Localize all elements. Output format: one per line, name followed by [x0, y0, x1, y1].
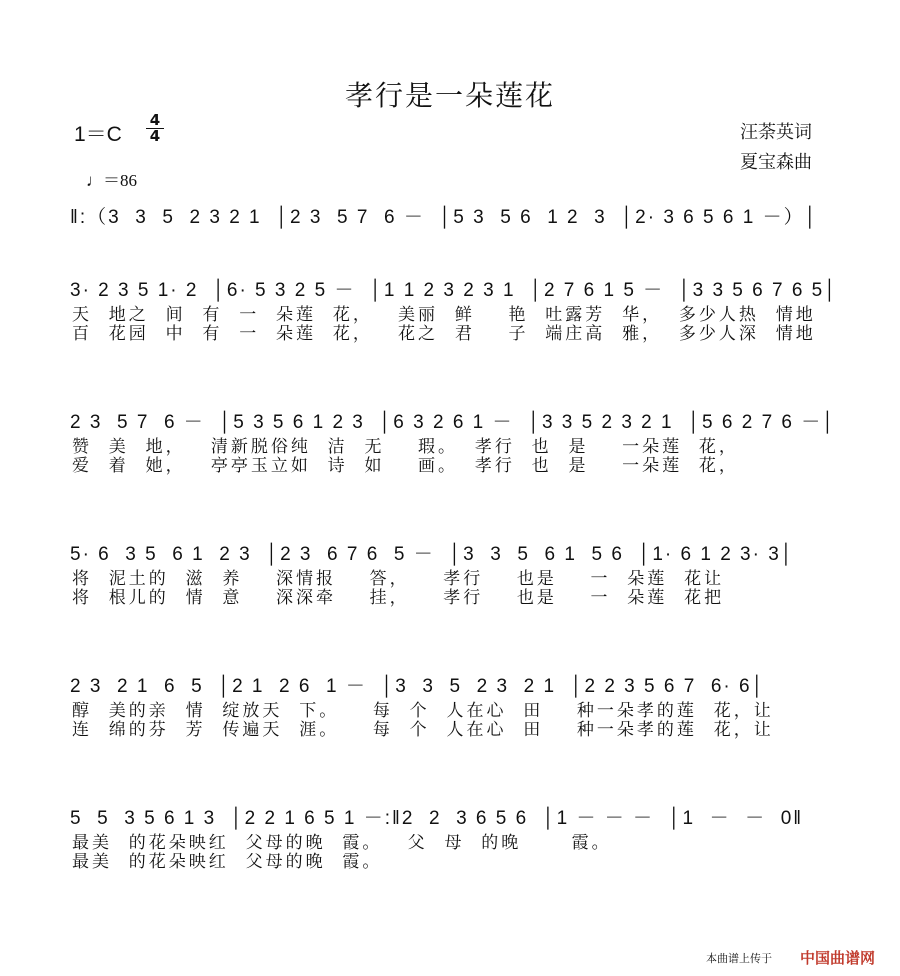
time-signature-bottom: 4	[149, 127, 161, 145]
lyricist-credit: 汪荼英词	[740, 122, 812, 143]
lyric-verse-1: 天 地之 间 有 一 朵莲 花， 美丽 鲜 艳 吐露芳 华， 多少人热 情地	[72, 305, 816, 325]
time-signature	[146, 111, 164, 145]
score-system-5	[70, 672, 840, 740]
score-system-4	[70, 540, 840, 608]
lyric-verse-1: 将 泥土的 滋 养 深情报 答， 孝行 也是 一 朵莲 花让	[72, 569, 725, 589]
lyric-verse-2: 连 绵的芬 芳 传遍天 涯。 每 个 人在心 田 种一朵孝的莲 花，让	[72, 720, 774, 740]
lyric-verse-1: 醇 美的亲 情 绽放天 下。 每 个 人在心 田 种一朵孝的莲 花，让	[72, 701, 774, 721]
score-system-3	[70, 408, 840, 476]
notation-line: 2 3 2 1 6 5 │2 1 2 6 1 － │3 3 5 2 3 2 1 │2 2 3 5 6 7 6· 6│	[70, 676, 766, 697]
score-system-1	[70, 203, 840, 233]
tempo-marking: ♩＝86	[86, 171, 137, 190]
composer-credit: 夏宝森曲	[740, 152, 812, 173]
upload-note: 本曲谱上传于	[706, 952, 772, 965]
lyric-verse-2: 百 花园 中 有 一 朵莲 花， 花之 君 子 端庄高 雅， 多少人深 情地	[72, 324, 816, 344]
lyric-verse-1: 最美 的花朵映红 父母的晚 霞。 父 母 的晚 霞。	[72, 833, 612, 853]
score-system-2	[70, 276, 840, 344]
notation-line: 2 3 5 7 6 － │5 3 5 6 1 2 3 │6 3 2 6 1 － │3 3 5 2 3 2 1 │5 6 2 7 6 －│	[70, 412, 837, 433]
lyric-verse-2: 爱 着 她， 亭亭玉立如 诗 如 画。 孝行 也 是 一朵莲 花，	[72, 456, 739, 476]
notation-line: 5· 6 3 5 6 1 2 3 │2 3 6 7 6 5 － │3 3 5 6 1 5 6 │1· 6 1 2 3· 3│	[70, 544, 795, 565]
lyric-verse-1: 赞 美 地， 清新脱俗纯 洁 无 瑕。 孝行 也 是 一朵莲 花，	[72, 437, 739, 457]
page-title: 孝行是一朵莲花	[344, 79, 555, 112]
time-signature-top: 4	[149, 111, 161, 129]
lyric-verse-2: 将 根儿的 情 意 深深牵 挂， 孝行 也是 一 朵莲 花把	[72, 588, 725, 608]
notation-line: 3· 2 3 5 1· 2 │6· 5 3 2 5 － │1 1 2 3 2 3 1 │2 7 6 1 5 － │3 3 5 6 7 6 5│	[70, 280, 839, 301]
key-signature: 1＝C	[74, 123, 122, 146]
notation-line: ‖:（3 3 5 2 3 2 1 │2 3 5 7 6 － │5 3 5 6 1 2 3 │2· 3 6 5 6 1 －）│	[70, 207, 819, 228]
score-system-6	[70, 804, 840, 872]
notation-line: 5 5 3 5 6 1 3 │2 2 1 6 5 1 －:‖2 2 3 6 5 6 │1 － － － │1 － － 0‖	[70, 808, 804, 829]
site-logo[interactable]: 中国曲谱网	[800, 949, 876, 967]
lyric-verse-2: 最美 的花朵映红 父母的晚 霞。	[72, 852, 383, 872]
